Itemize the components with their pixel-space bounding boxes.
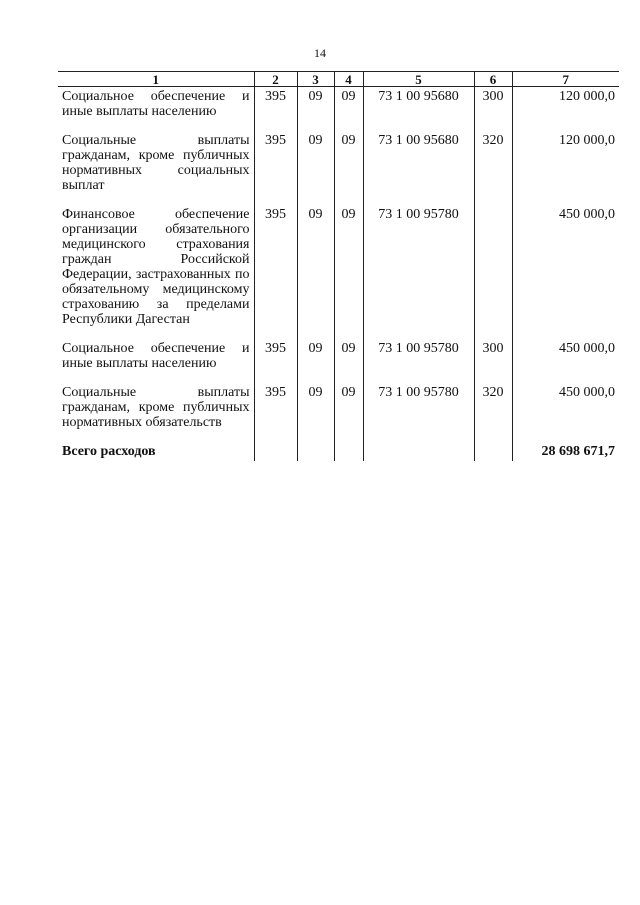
amount: 120 000,0 [512, 131, 619, 205]
subsection-code: 09 [334, 339, 363, 383]
expenditure-name: Финансовое обеспечение организации обязательного медицинского страхования граждан Российской Федерации, застрахованных по обязательному медицинскому страхованию за пределами Республики Дагестан [62, 207, 250, 327]
expenditure-table [58, 71, 619, 461]
amount: 450 000,0 [512, 205, 619, 339]
section-code: 09 [297, 131, 334, 205]
expense-type-code: 300 [474, 339, 512, 383]
ministry-code: 395 [254, 131, 297, 205]
column-header: 5 [363, 72, 474, 87]
column-header: 6 [474, 72, 512, 87]
amount: 120 000,0 [512, 87, 619, 132]
subsection-code: 09 [334, 131, 363, 205]
expense-type-code: 320 [474, 383, 512, 442]
subsection-code: 09 [334, 383, 363, 442]
table-row [58, 339, 619, 383]
column-header: 7 [512, 72, 619, 87]
section-code: 09 [297, 339, 334, 383]
expenditure-name: Социальное обеспечение и иные выплаты населению [62, 341, 250, 371]
table-row [58, 131, 619, 205]
section-code: 09 [297, 205, 334, 339]
expenditure-name: Социальные выплаты гражданам, кроме публичных нормативных социальных выплат [62, 133, 250, 193]
column-header: 1 [58, 72, 254, 87]
ministry-code: 395 [254, 205, 297, 339]
amount: 450 000,0 [512, 339, 619, 383]
table-row [58, 383, 619, 442]
target-article-code: 73 1 00 95780 [363, 205, 474, 339]
total-row [58, 442, 619, 461]
section-code: 09 [297, 87, 334, 132]
column-header: 3 [297, 72, 334, 87]
ministry-code: 395 [254, 339, 297, 383]
subsection-code: 09 [334, 87, 363, 132]
ministry-code: 395 [254, 383, 297, 442]
page-number: 14 [314, 46, 326, 60]
expense-type-code [474, 205, 512, 339]
target-article-code: 73 1 00 95780 [363, 383, 474, 442]
subsection-code: 09 [334, 205, 363, 339]
table-row [58, 87, 619, 132]
column-number-header-row [58, 72, 619, 87]
table-row [58, 205, 619, 339]
expenditure-name: Социальные выплаты гражданам, кроме публичных нормативных обязательств [62, 385, 250, 430]
expense-type-code: 320 [474, 131, 512, 205]
column-header: 4 [334, 72, 363, 87]
section-code: 09 [297, 383, 334, 442]
total-label: Всего расходов [62, 444, 156, 459]
total-amount: 28 698 671,7 [512, 442, 619, 461]
expenditure-name: Социальное обеспечение и иные выплаты населению [62, 89, 250, 119]
amount: 450 000,0 [512, 383, 619, 442]
target-article-code: 73 1 00 95680 [363, 131, 474, 205]
column-header: 2 [254, 72, 297, 87]
target-article-code: 73 1 00 95780 [363, 339, 474, 383]
target-article-code: 73 1 00 95680 [363, 87, 474, 132]
expense-type-code: 300 [474, 87, 512, 132]
ministry-code: 395 [254, 87, 297, 132]
